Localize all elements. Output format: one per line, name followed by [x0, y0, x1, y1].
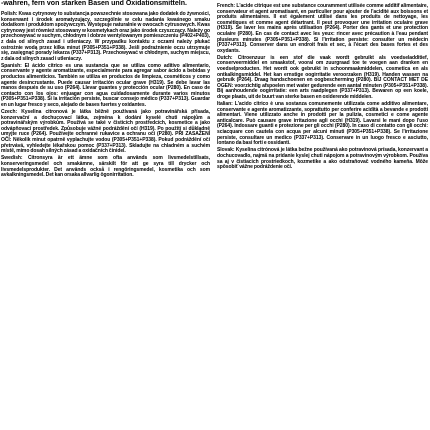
language-label: Spanish:	[1, 62, 22, 69]
paragraph-text: Kyselina citrónová je látka bežne používaná ako potravinová prísada, konzervant a dochucovadlo, najmä na pridanie kyslej chuti nápojom a potravinovým výrobkom. Používa sa aj v čistiacich prostriedkoch, kozmetike a ako odstraňovač vodného kameňa. Môže spôsobiť vážne podráždenie očí.	[217, 147, 428, 171]
paragraph-text: L'acido citrico è una sostanza comunemente utilizzata come additivo alimentare, conservante e agente aromatizzante, soprattutto per conferire acidità a bevande e prodotti alimentari. Viene utilizzato anche in prodotti per la pulizia, cosmetici e come agente anticalcare. Può causare grave irritazione agli occhi (H319). Lavarsi le mani dopo l'uso (P264). Indossare guanti e protezione per gli occhi (P280). In caso di contatto con gli occhi: sciacquare con cautela con acqua per alcuni minuti (P305+P351+P338). Se l'irritazione persiste, consultare un medico (P337+P313). Conservare in un luogo fresco e asciutto, lontano da basi forti e ossidanti.	[217, 101, 428, 147]
paragraph-spanish	[1, 64, 210, 109]
language-label: Czech:	[1, 109, 18, 116]
paragraph-italian	[217, 102, 428, 147]
language-label: Polish:	[1, 11, 18, 17]
paragraph-slovak	[217, 148, 428, 170]
paragraph-text: Citroenzuur is een stof die vaak wordt gebruikt als voedseladditief, conserveermiddel en smaakstof, vooral om zuurgraad toe te voegen aan dranken en voedselproducten. Het wordt ook gebruikt in schoonmaakmiddelen, cosmetica en als ontkalkingsmiddel. Het kan ernstige oogirritatie veroorzaken (H319). Handen wassen na gebruik (P264). Draag handschoenen en oogbescherming (P280). BIJ CONTACT MET DE OGEN: voorzichtig afspoelen met water gedurende een aantal minuten (P305+P351+P338). Bij aanhoudende oogirritatie: een arts raadplegen (P337+P313). Bewaren op een koele, droge plaats, uit de buurt van sterke basen en oxiderende middelen.	[217, 54, 428, 100]
paragraph-dutch	[217, 56, 428, 101]
paragraph-text: El ácido cítrico es una sustancia que se utiliza como aditivo alimentario, conservante y agente aromatizante, especialmente para agregar sabor ácido a bebidas y productos alimenticios. También se utiliza en productos de limpieza, cosméticos y como agente desincrustante. Puede causar irritación ocular grave (H319). Se debe lavar las manos después de su uso (P264). Llevar guantes y protección ocular (P280). En caso de contacto con los ojos: enjuagar con agua cuidadosamente durante varios minutos (P305+P351+P338). Si la irritación persiste, buscar consejo médico (P337+P313). Guardar en un lugar fresco y seco, alejado de bases fuertes y oxidantes.	[1, 62, 210, 108]
language-label: Italian:	[217, 101, 233, 108]
language-label: Dutch:	[217, 54, 233, 61]
continued-header: -wahren, fern von starken Basen und Oxidationsmitteln.	[1, 0, 187, 7]
paragraph-polish	[1, 12, 210, 62]
paragraph-text: Kwas cytrynowy to substancja powszechnie stosowana jako dodatek do żywności, konserwant i środek aromatyzujący, szczególnie w celu nadania kwaśnego smaku dodatkom i produktom spożywczym. Występuje naturalnie w owocach cytrusowych. Kwas cytrynowy jest również stosowany w kosmetykach oraz jako środek czyszczący. Należy go przechowywać w suchym, chłodnym i dobrze wentylowanym pomieszczeniu (P402+P403), z dala od silnych zasad i utleniaczy. W przypadku kontaktu z oczami należy płukać ostrożnie wodą przez kilka minut (P305+P351+P338). Jeśli podrażnienie oczu utrzymuje się, zasięgnąć porady lekarza (P337+P313). Przechowywać w chłodnym, suchym miejscu, z dala od silnych zasad i utleniaczy.	[1, 11, 210, 62]
language-label: French:	[217, 3, 235, 9]
paragraph-french	[217, 4, 428, 54]
language-label: Slovak:	[217, 147, 235, 154]
language-label: Swedish:	[1, 155, 23, 162]
paragraph-text: L'acide citrique est une substance couramment utilisée comme additif alimentaire, conservateur et agent aromatisant, en particulier pour ajouter de l'acidité aux boissons et produits alimentaires. Il est également utilisé dans les produits de nettoyage, les cosmétiques et comme agent détartrant. Il peut provoquer une irritation oculaire grave (H319). Se laver les mains après utilisation (P264). Porter des gants et une protection oculaire (P280). En cas de contact avec les yeux: rincer avec précaution à l'eau pendant plusieurs minutes (P305+P351+P338). Si l'irritation persiste: consulter un médecin (P337+P313). Conserver dans un endroit frais et sec, à l'écart des bases fortes et des oxydants.	[217, 3, 428, 54]
left-column	[1, 0, 210, 180]
paragraph-czech	[1, 110, 210, 155]
right-column	[217, 0, 428, 172]
paragraph-text: Citronsyra är ett ämne som ofta används som livsmedelstillsats, konserveringsmedel och smakämne, särskilt för att ge syra till drycker och livsmedelsprodukter. Det används också i rengöringsmedel, kosmetika och som avkalkningsmedel. Det kan orsaka allvarlig ögonirritation.	[1, 155, 210, 179]
paragraph-text: Kyselina citronová je látka běžně používaná jako potravinářská přísada, konzervační a dochucovací látka, zejména k dodání kyselé chuti nápojům a potravinářským výrobkům. Používá se také v čisticích prostředcích, kosmetice a jako odvápňovací prostředek. Způsobuje vážné podráždění očí (H319). Po použití si důkladně umyjte ruce (P264). Používejte ochranné rukavice a ochranu očí (P280). PŘI ZASAŽENÍ OČÍ: Několik minut opatrně vyplachujte vodou (P305+P351+P338). Pokud podráždění očí přetrvává, vyhledejte lékařskou pomoc (P337+P313). Skladujte na chladném a suchém místě, mimo dosah silných zásad a oxidačních činidel.	[1, 109, 210, 155]
paragraph-swedish	[1, 156, 210, 178]
